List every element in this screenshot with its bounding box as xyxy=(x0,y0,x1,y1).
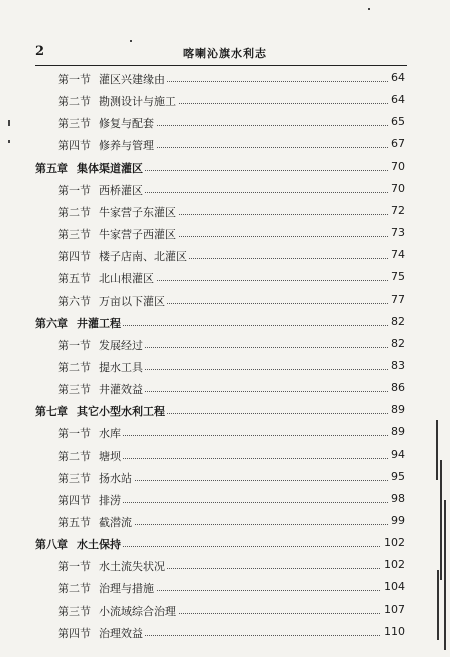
scan-speck xyxy=(8,120,10,126)
page-ref: 104 xyxy=(381,580,405,593)
section-title: 塘坝 xyxy=(99,449,121,463)
section-title: 小流域综合治理 xyxy=(99,604,176,618)
toc-section-row xyxy=(0,337,450,357)
section-label: 第三节 xyxy=(58,228,91,242)
toc-section-row xyxy=(0,425,450,445)
page-ref: 107 xyxy=(381,603,405,616)
scan-speck xyxy=(368,8,370,10)
section-title: 提水工具 xyxy=(99,360,143,374)
section-label: 第三节 xyxy=(58,117,91,131)
toc-section-row xyxy=(0,448,450,468)
page-ref: 64 xyxy=(388,93,405,106)
section-title: 扬水站 xyxy=(99,471,132,485)
page-ref: 102 xyxy=(381,536,405,549)
toc-section-row xyxy=(0,603,450,623)
section-label: 第四节 xyxy=(58,139,91,153)
page-ref: 99 xyxy=(388,514,405,527)
section-title: 发展经过 xyxy=(99,338,143,352)
section-label: 第一节 xyxy=(58,338,91,352)
toc-section-row xyxy=(0,381,450,401)
binding-edge-marks xyxy=(434,420,448,650)
section-label: 第一节 xyxy=(58,183,91,197)
section-label: 第三节 xyxy=(58,383,91,397)
page-ref: 89 xyxy=(388,425,405,438)
chapter-title: 集体渠道灌区 xyxy=(77,161,143,175)
page-ref: 82 xyxy=(388,315,405,328)
page-ref: 110 xyxy=(381,625,405,638)
toc-section-row xyxy=(0,293,450,313)
page-ref: 95 xyxy=(388,470,405,483)
dot-leader xyxy=(99,435,392,436)
section-label: 第四节 xyxy=(58,250,91,264)
section-label: 第一节 xyxy=(58,560,91,574)
toc-section-row xyxy=(0,558,450,578)
section-label: 第二节 xyxy=(58,582,91,596)
page-number: 2 xyxy=(35,44,45,59)
section-label: 第四节 xyxy=(58,626,91,640)
toc-section-row xyxy=(0,625,450,645)
toc-chapter-row xyxy=(0,160,450,180)
section-label: 第五节 xyxy=(58,516,91,529)
toc-section-row xyxy=(0,492,450,512)
section-label: 第六节 xyxy=(58,294,91,308)
section-title: 牛家营子西灌区 xyxy=(99,228,176,242)
dot-leader xyxy=(99,502,392,503)
page-ref: 86 xyxy=(388,381,405,394)
dot-leader xyxy=(99,480,392,481)
toc-section-row xyxy=(0,470,450,490)
toc-section-row xyxy=(0,248,450,268)
section-title: 牛家营子东灌区 xyxy=(99,205,176,219)
section-title: 水库 xyxy=(99,427,121,441)
chapter-label: 第六章 xyxy=(35,316,68,330)
toc-section-row xyxy=(0,226,450,246)
page-ref: 89 xyxy=(388,403,405,416)
toc-section-row xyxy=(0,93,450,113)
page-ref: 72 xyxy=(388,204,405,217)
page-ref: 83 xyxy=(388,359,405,372)
toc-section-row xyxy=(0,270,450,290)
section-title: 截潜流 xyxy=(99,516,132,529)
scan-speck xyxy=(8,140,10,143)
section-label: 第五节 xyxy=(58,272,91,286)
section-title: 治理与措施 xyxy=(99,582,154,596)
chapter-title: 水土保持 xyxy=(77,538,121,552)
toc-chapter-row xyxy=(0,403,450,423)
section-label: 第一节 xyxy=(58,73,91,86)
section-title: 井灌效益 xyxy=(99,383,143,397)
page-ref: 67 xyxy=(388,137,405,150)
section-label: 第三节 xyxy=(58,604,91,618)
page-ref: 94 xyxy=(388,448,405,461)
chapter-label: 第五章 xyxy=(35,161,68,175)
page-ref: 70 xyxy=(388,160,405,173)
section-title: 排涝 xyxy=(99,493,121,507)
toc-chapter-row xyxy=(0,536,450,556)
chapter-label: 第八章 xyxy=(35,538,68,552)
chapter-title: 井灌工程 xyxy=(77,316,121,330)
section-label: 第一节 xyxy=(58,427,91,441)
page-ref: 75 xyxy=(388,270,405,283)
section-title: 灌区兴建缘由 xyxy=(99,73,165,86)
section-label: 第二节 xyxy=(58,449,91,463)
section-title: 修复与配套 xyxy=(99,117,154,131)
toc-chapter-row xyxy=(0,315,450,335)
page-ref: 98 xyxy=(388,492,405,505)
dot-leader xyxy=(77,325,392,326)
section-label: 第二节 xyxy=(58,205,91,219)
dot-leader xyxy=(77,546,392,547)
dot-leader xyxy=(99,458,392,459)
chapter-title: 其它小型水利工程 xyxy=(77,405,165,419)
toc-section-row xyxy=(0,137,450,157)
page-ref: 64 xyxy=(388,71,405,84)
page-ref: 70 xyxy=(388,182,405,195)
dot-leader xyxy=(99,524,392,525)
toc-section-row xyxy=(0,182,450,202)
section-title: 勘测设计与施工 xyxy=(99,95,176,109)
toc-section-row xyxy=(0,359,450,379)
section-label: 第三节 xyxy=(58,471,91,485)
toc-section-row xyxy=(0,514,450,534)
toc-section-row xyxy=(0,204,450,224)
page-ref: 82 xyxy=(388,337,405,350)
toc-section-row xyxy=(0,115,450,135)
section-title: 治理效益 xyxy=(99,626,143,640)
section-title: 楼子店南、北灌区 xyxy=(99,250,187,264)
section-label: 第四节 xyxy=(58,493,91,507)
section-title: 西桥灌区 xyxy=(99,183,143,197)
page-ref: 102 xyxy=(381,558,405,571)
section-label: 第二节 xyxy=(58,95,91,109)
scan-speck xyxy=(130,40,132,42)
section-title: 万亩以下灌区 xyxy=(99,294,165,308)
section-title: 水土流失状况 xyxy=(99,560,165,574)
toc-section-row xyxy=(0,580,450,600)
toc-section-row xyxy=(0,71,450,91)
chapter-label: 第七章 xyxy=(35,405,68,419)
page-ref: 77 xyxy=(388,293,405,306)
section-label: 第二节 xyxy=(58,360,91,374)
page-ref: 74 xyxy=(388,248,405,261)
book-title: 喀喇沁旗水利志 xyxy=(183,47,267,60)
section-title: 北山根灌区 xyxy=(99,272,154,286)
page-ref: 65 xyxy=(388,115,405,128)
page-ref: 73 xyxy=(388,226,405,239)
section-title: 修养与管理 xyxy=(99,139,154,153)
